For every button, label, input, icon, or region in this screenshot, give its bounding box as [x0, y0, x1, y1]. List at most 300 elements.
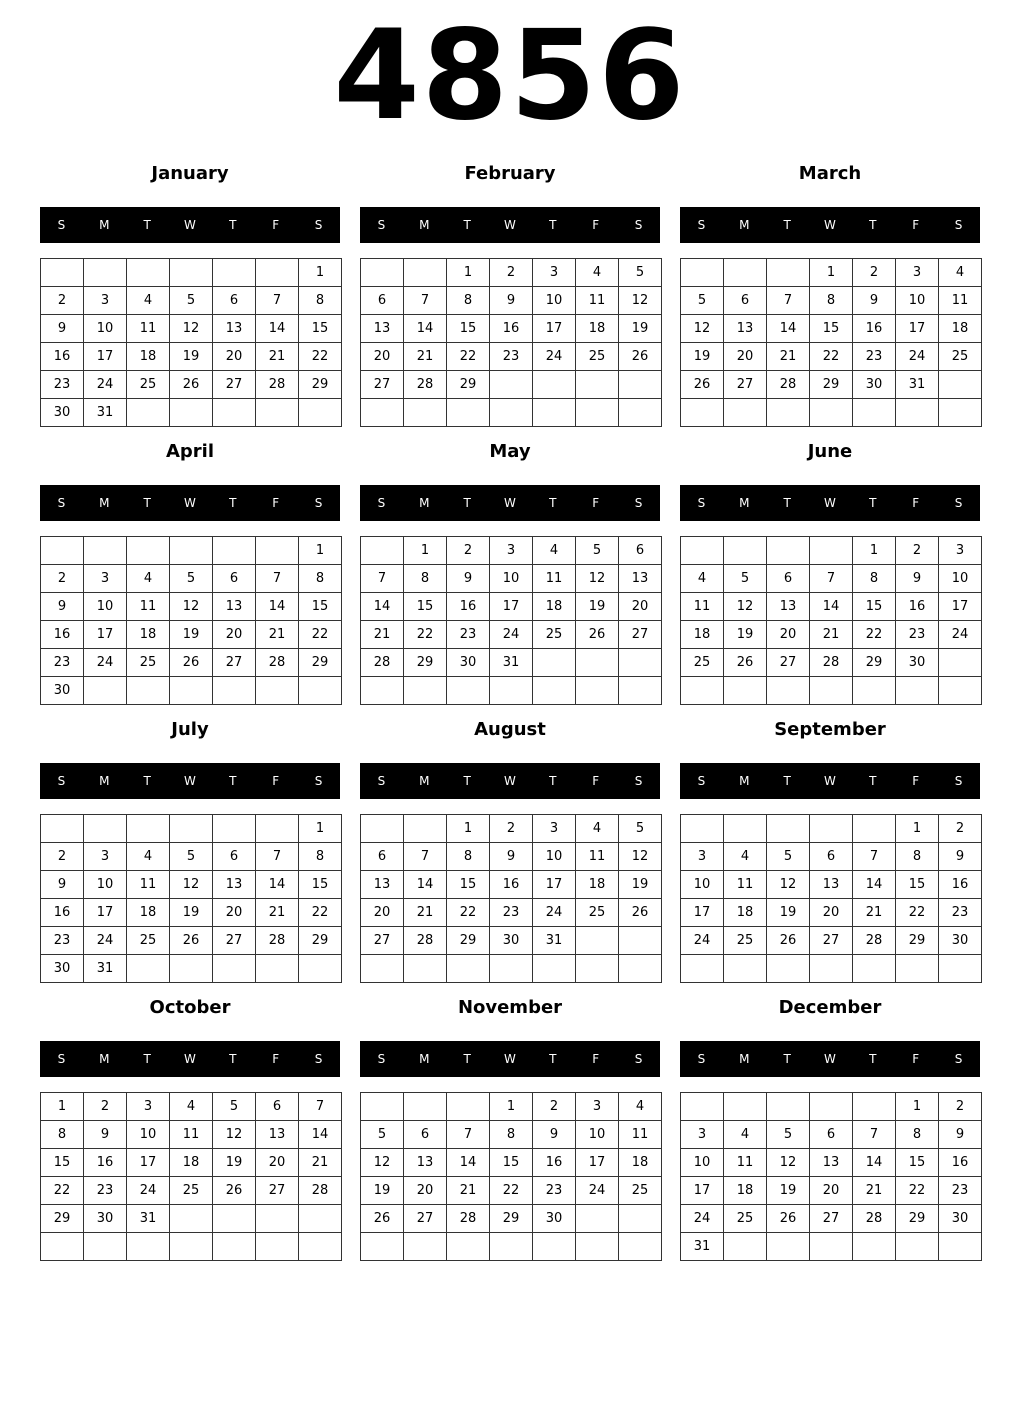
day-cell: 20 — [213, 343, 256, 371]
day-cell: 14 — [361, 593, 404, 621]
weekday-label: W — [504, 218, 516, 232]
weekday-label: S — [57, 218, 66, 232]
day-cell — [619, 927, 662, 955]
day-cell — [681, 815, 724, 843]
day-cell: 29 — [299, 371, 342, 399]
week-row — [361, 871, 662, 899]
day-cell: 2 — [490, 815, 533, 843]
day-cell — [810, 677, 853, 705]
day-cell: 20 — [361, 343, 404, 371]
day-cell: 6 — [724, 287, 767, 315]
day-cell: 3 — [896, 259, 939, 287]
day-cell: 14 — [256, 871, 299, 899]
weekday-label: F — [272, 496, 280, 510]
week-row — [41, 1093, 342, 1121]
month-name: March — [798, 163, 862, 184]
day-cell: 1 — [299, 815, 342, 843]
day-grid — [680, 258, 982, 427]
weekday-label: W — [824, 774, 836, 788]
day-cell: 21 — [767, 343, 810, 371]
day-grid — [360, 1092, 662, 1261]
day-cell: 28 — [299, 1177, 342, 1205]
day-cell: 24 — [681, 927, 724, 955]
day-cell: 23 — [41, 649, 84, 677]
day-cell: 20 — [256, 1149, 299, 1177]
day-cell: 14 — [767, 315, 810, 343]
day-cell: 18 — [127, 899, 170, 927]
weekday-header — [360, 763, 660, 799]
weekday-label: M — [739, 218, 750, 232]
weekday-header — [40, 485, 340, 521]
weekday-label: F — [272, 774, 280, 788]
day-cell: 30 — [939, 927, 982, 955]
day-cell — [170, 537, 213, 565]
day-cell: 10 — [681, 1149, 724, 1177]
week-row — [361, 343, 662, 371]
week-row — [361, 287, 662, 315]
day-cell: 15 — [896, 871, 939, 899]
day-cell: 8 — [896, 843, 939, 871]
week-row — [681, 955, 982, 983]
day-cell: 18 — [619, 1149, 662, 1177]
weekday-label: S — [634, 1052, 643, 1066]
weekday-label: S — [314, 218, 323, 232]
month-name: May — [489, 441, 531, 462]
day-cell: 1 — [447, 815, 490, 843]
day-cell: 13 — [810, 871, 853, 899]
week-row — [681, 593, 982, 621]
day-cell: 17 — [533, 871, 576, 899]
day-cell — [533, 955, 576, 983]
day-cell — [619, 399, 662, 427]
day-cell: 24 — [533, 343, 576, 371]
day-cell: 22 — [896, 899, 939, 927]
day-cell: 31 — [490, 649, 533, 677]
weekday-label: M — [419, 774, 430, 788]
day-cell: 16 — [490, 315, 533, 343]
day-cell: 10 — [490, 565, 533, 593]
day-cell: 3 — [939, 537, 982, 565]
weekday-label: T — [463, 774, 471, 788]
day-cell: 6 — [767, 565, 810, 593]
day-cell: 24 — [533, 899, 576, 927]
day-cell: 26 — [213, 1177, 256, 1205]
day-cell: 22 — [41, 1177, 84, 1205]
weekday-label: T — [549, 218, 557, 232]
weekday-label: T — [143, 218, 151, 232]
day-cell — [299, 955, 342, 983]
day-cell: 16 — [533, 1149, 576, 1177]
weekday-label: T — [869, 496, 877, 510]
day-cell: 27 — [767, 649, 810, 677]
day-cell: 14 — [853, 1149, 896, 1177]
day-cell — [939, 955, 982, 983]
day-cell: 9 — [853, 287, 896, 315]
day-cell: 8 — [447, 287, 490, 315]
day-cell: 13 — [767, 593, 810, 621]
day-grid — [680, 814, 982, 983]
week-row — [361, 1149, 662, 1177]
day-cell: 5 — [767, 843, 810, 871]
day-cell — [767, 259, 810, 287]
weekday-label: S — [634, 496, 643, 510]
day-cell: 28 — [447, 1205, 490, 1233]
day-cell — [404, 955, 447, 983]
day-cell: 17 — [939, 593, 982, 621]
day-cell — [404, 677, 447, 705]
day-cell: 17 — [84, 343, 127, 371]
day-cell — [576, 649, 619, 677]
day-cell: 9 — [84, 1121, 127, 1149]
day-cell: 13 — [213, 593, 256, 621]
day-cell: 30 — [939, 1205, 982, 1233]
day-cell: 27 — [361, 371, 404, 399]
weekday-header — [680, 1041, 980, 1077]
week-row — [361, 1093, 662, 1121]
day-cell: 18 — [576, 871, 619, 899]
day-cell: 26 — [170, 649, 213, 677]
day-cell — [576, 927, 619, 955]
day-cell: 24 — [490, 621, 533, 649]
day-cell: 6 — [213, 287, 256, 315]
day-cell: 12 — [724, 593, 767, 621]
day-cell: 19 — [619, 315, 662, 343]
day-cell: 16 — [41, 343, 84, 371]
day-cell — [681, 677, 724, 705]
day-cell: 18 — [724, 899, 767, 927]
weekday-label: M — [419, 218, 430, 232]
day-cell: 22 — [447, 343, 490, 371]
day-cell: 21 — [299, 1149, 342, 1177]
weekday-header — [40, 1041, 340, 1077]
day-cell — [170, 955, 213, 983]
day-cell — [361, 259, 404, 287]
day-cell: 16 — [41, 621, 84, 649]
day-cell: 19 — [619, 871, 662, 899]
day-cell — [533, 371, 576, 399]
day-cell: 6 — [361, 843, 404, 871]
day-cell: 28 — [256, 927, 299, 955]
day-cell: 2 — [41, 565, 84, 593]
week-row — [41, 843, 342, 871]
day-cell: 11 — [576, 843, 619, 871]
day-cell: 2 — [896, 537, 939, 565]
day-cell: 24 — [576, 1177, 619, 1205]
weekday-label: F — [272, 218, 280, 232]
week-row — [361, 399, 662, 427]
day-cell: 27 — [724, 371, 767, 399]
month-name: October — [149, 997, 231, 1018]
day-cell: 22 — [299, 343, 342, 371]
day-cell: 28 — [810, 649, 853, 677]
day-cell: 6 — [213, 843, 256, 871]
day-cell — [170, 259, 213, 287]
week-row — [681, 315, 982, 343]
day-cell: 7 — [404, 843, 447, 871]
day-cell — [724, 955, 767, 983]
weekday-header — [360, 207, 660, 243]
day-cell: 27 — [810, 1205, 853, 1233]
day-cell: 12 — [619, 843, 662, 871]
day-cell: 17 — [681, 1177, 724, 1205]
day-cell — [213, 259, 256, 287]
weekday-label: S — [377, 496, 386, 510]
weekday-label: T — [229, 218, 237, 232]
day-cell: 13 — [361, 871, 404, 899]
weekday-label: T — [229, 774, 237, 788]
weekday-label: W — [504, 496, 516, 510]
day-cell — [853, 1233, 896, 1261]
weekday-header — [40, 207, 340, 243]
day-cell — [619, 1233, 662, 1261]
month-name: August — [474, 719, 546, 740]
day-cell: 23 — [447, 621, 490, 649]
day-cell — [490, 371, 533, 399]
day-cell: 27 — [810, 927, 853, 955]
weekday-label: T — [549, 1052, 557, 1066]
day-cell: 16 — [896, 593, 939, 621]
day-cell: 8 — [299, 287, 342, 315]
day-cell: 12 — [619, 287, 662, 315]
day-cell: 10 — [681, 871, 724, 899]
year-title: 4856 — [333, 4, 687, 148]
day-cell — [170, 1205, 213, 1233]
day-cell: 5 — [619, 259, 662, 287]
day-cell: 30 — [41, 399, 84, 427]
day-cell: 17 — [84, 899, 127, 927]
day-cell: 4 — [619, 1093, 662, 1121]
day-cell — [490, 955, 533, 983]
weekday-label: S — [314, 496, 323, 510]
day-cell — [213, 677, 256, 705]
weekday-header — [40, 763, 340, 799]
day-cell: 10 — [84, 871, 127, 899]
day-cell: 4 — [127, 843, 170, 871]
week-row — [681, 843, 982, 871]
day-cell: 7 — [447, 1121, 490, 1149]
day-cell — [939, 649, 982, 677]
day-cell — [299, 677, 342, 705]
day-cell: 4 — [576, 259, 619, 287]
day-cell: 23 — [896, 621, 939, 649]
day-cell: 17 — [896, 315, 939, 343]
day-cell — [490, 1233, 533, 1261]
day-cell: 12 — [170, 315, 213, 343]
day-cell: 24 — [939, 621, 982, 649]
day-cell: 16 — [84, 1149, 127, 1177]
week-row — [681, 1149, 982, 1177]
day-cell: 22 — [447, 899, 490, 927]
month-name: December — [778, 997, 882, 1018]
day-cell: 2 — [84, 1093, 127, 1121]
day-cell — [853, 955, 896, 983]
day-cell — [299, 1205, 342, 1233]
day-cell — [404, 815, 447, 843]
day-cell — [724, 677, 767, 705]
day-cell: 31 — [533, 927, 576, 955]
weekday-header — [360, 485, 660, 521]
week-row — [681, 399, 982, 427]
weekday-label: T — [783, 218, 791, 232]
day-cell: 17 — [490, 593, 533, 621]
day-cell — [619, 649, 662, 677]
day-cell: 21 — [853, 1177, 896, 1205]
weekday-label: T — [143, 1052, 151, 1066]
day-cell: 19 — [170, 621, 213, 649]
day-cell: 10 — [576, 1121, 619, 1149]
day-cell — [853, 1093, 896, 1121]
day-cell: 28 — [404, 927, 447, 955]
week-row — [681, 537, 982, 565]
day-cell: 7 — [299, 1093, 342, 1121]
day-cell: 30 — [853, 371, 896, 399]
day-cell: 16 — [853, 315, 896, 343]
day-cell: 25 — [127, 649, 170, 677]
weekday-label: F — [272, 1052, 280, 1066]
day-cell: 18 — [533, 593, 576, 621]
day-cell: 29 — [853, 649, 896, 677]
day-cell: 18 — [127, 621, 170, 649]
week-row — [681, 871, 982, 899]
day-cell: 12 — [576, 565, 619, 593]
week-row — [41, 565, 342, 593]
day-cell: 7 — [256, 287, 299, 315]
day-cell — [404, 259, 447, 287]
day-cell: 23 — [853, 343, 896, 371]
day-cell: 8 — [490, 1121, 533, 1149]
day-cell: 22 — [299, 621, 342, 649]
day-cell — [939, 1233, 982, 1261]
day-cell — [533, 1233, 576, 1261]
weekday-label: M — [739, 774, 750, 788]
week-row — [681, 1121, 982, 1149]
week-row — [681, 1233, 982, 1261]
day-cell: 10 — [127, 1121, 170, 1149]
day-cell — [767, 1233, 810, 1261]
day-cell: 1 — [404, 537, 447, 565]
day-cell — [127, 259, 170, 287]
day-cell: 12 — [170, 871, 213, 899]
day-grid — [40, 258, 342, 427]
day-cell: 5 — [619, 815, 662, 843]
day-cell — [299, 399, 342, 427]
weekday-label: W — [824, 1052, 836, 1066]
week-row — [41, 1121, 342, 1149]
week-row — [361, 1177, 662, 1205]
day-cell: 30 — [41, 677, 84, 705]
day-cell: 8 — [41, 1121, 84, 1149]
week-row — [681, 899, 982, 927]
day-cell: 6 — [213, 565, 256, 593]
day-cell — [767, 815, 810, 843]
day-cell: 9 — [490, 287, 533, 315]
day-cell: 24 — [896, 343, 939, 371]
day-cell: 13 — [619, 565, 662, 593]
day-cell — [127, 1233, 170, 1261]
day-cell: 19 — [170, 343, 213, 371]
day-cell: 21 — [404, 343, 447, 371]
day-grid — [40, 1092, 342, 1261]
day-cell — [576, 371, 619, 399]
day-cell: 1 — [490, 1093, 533, 1121]
day-cell — [447, 677, 490, 705]
day-cell: 13 — [810, 1149, 853, 1177]
day-grid — [360, 814, 662, 983]
day-cell: 3 — [533, 815, 576, 843]
weekday-label: T — [463, 496, 471, 510]
weekday-label: W — [504, 1052, 516, 1066]
day-cell: 19 — [361, 1177, 404, 1205]
weekday-label: M — [419, 1052, 430, 1066]
day-cell: 21 — [404, 899, 447, 927]
week-row — [361, 899, 662, 927]
day-cell: 31 — [896, 371, 939, 399]
day-cell: 18 — [681, 621, 724, 649]
weekday-label: M — [739, 496, 750, 510]
day-cell: 15 — [299, 871, 342, 899]
day-cell — [490, 399, 533, 427]
day-grid — [360, 258, 662, 427]
week-row — [361, 649, 662, 677]
day-cell — [896, 1233, 939, 1261]
day-cell — [170, 815, 213, 843]
day-cell: 8 — [853, 565, 896, 593]
day-cell: 9 — [896, 565, 939, 593]
week-row — [681, 259, 982, 287]
weekday-label: T — [549, 774, 557, 788]
day-cell: 16 — [41, 899, 84, 927]
weekday-label: F — [592, 496, 600, 510]
day-cell — [767, 955, 810, 983]
day-cell: 12 — [681, 315, 724, 343]
day-cell: 21 — [361, 621, 404, 649]
day-cell: 26 — [619, 343, 662, 371]
week-row — [361, 537, 662, 565]
day-cell — [810, 537, 853, 565]
day-cell: 7 — [767, 287, 810, 315]
day-cell: 20 — [619, 593, 662, 621]
day-cell — [810, 955, 853, 983]
week-row — [681, 343, 982, 371]
day-cell: 30 — [896, 649, 939, 677]
day-grid — [360, 536, 662, 705]
day-cell — [447, 1093, 490, 1121]
weekday-label: S — [954, 496, 963, 510]
day-cell: 5 — [213, 1093, 256, 1121]
day-cell: 6 — [404, 1121, 447, 1149]
day-cell: 25 — [576, 899, 619, 927]
day-cell: 11 — [127, 871, 170, 899]
day-cell — [256, 1233, 299, 1261]
weekday-label: W — [824, 218, 836, 232]
day-cell: 28 — [256, 371, 299, 399]
week-row — [41, 1205, 342, 1233]
day-cell: 31 — [84, 399, 127, 427]
day-cell: 1 — [896, 1093, 939, 1121]
day-cell: 3 — [84, 843, 127, 871]
day-cell: 23 — [490, 899, 533, 927]
day-cell: 6 — [810, 1121, 853, 1149]
weekday-label: S — [634, 774, 643, 788]
day-cell: 6 — [619, 537, 662, 565]
day-cell — [447, 955, 490, 983]
day-cell: 4 — [724, 1121, 767, 1149]
day-cell — [256, 259, 299, 287]
day-cell: 9 — [41, 315, 84, 343]
day-cell — [213, 1233, 256, 1261]
day-cell: 8 — [299, 565, 342, 593]
day-cell: 18 — [576, 315, 619, 343]
